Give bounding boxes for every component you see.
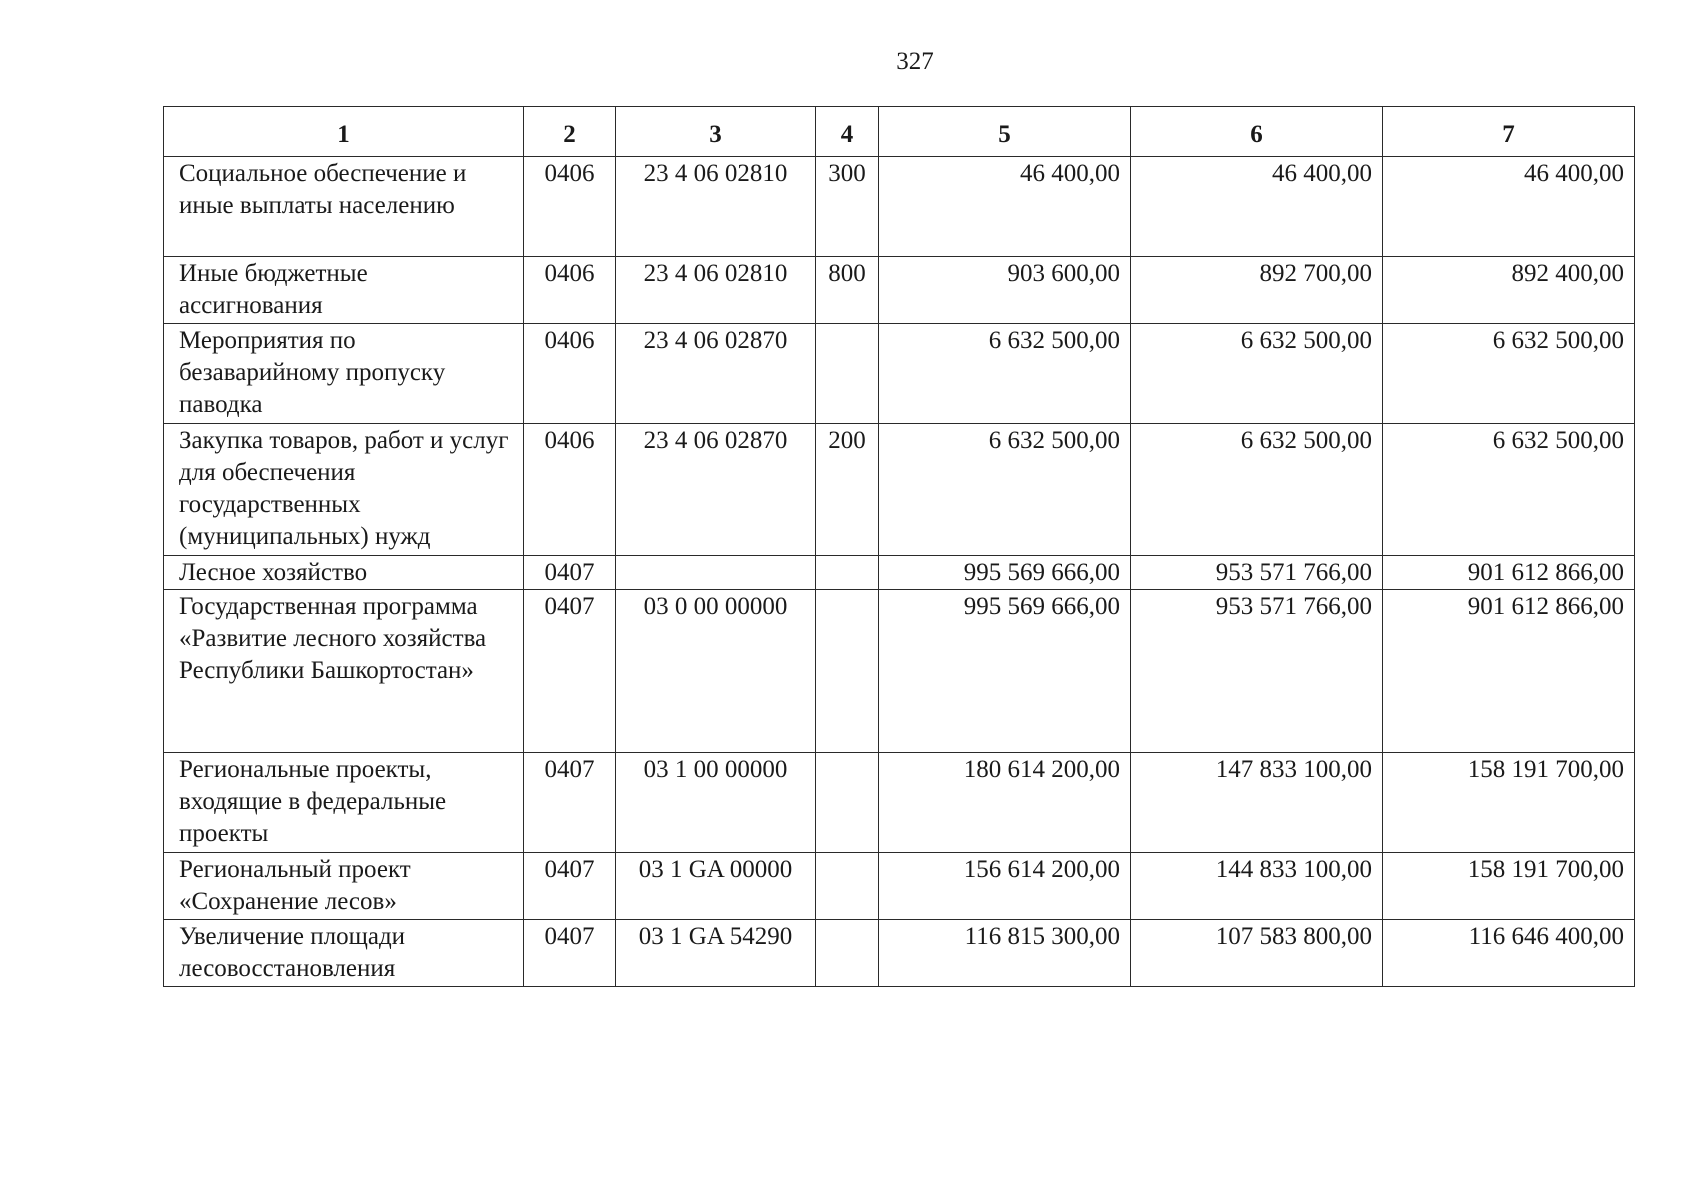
row-name: Мероприятия по безаварийному пропуску паводка [164, 324, 524, 424]
row-name: Государственная программа «Развитие лесного хозяйства Республики Башкортостан» [164, 590, 524, 753]
amount-col-5: 6 632 500,00 [879, 424, 1131, 556]
row-name: Региональный проект «Сохранение лесов» [164, 853, 524, 920]
section-code: 0406 [524, 324, 616, 424]
table-row [164, 424, 1635, 556]
table-row [164, 556, 1635, 590]
table-row [164, 853, 1635, 920]
target-code: 23 4 06 02810 [616, 257, 816, 324]
table-row [164, 324, 1635, 424]
section-code: 0407 [524, 590, 616, 753]
table-row [164, 157, 1635, 257]
section-code: 0407 [524, 556, 616, 590]
amount-col-7: 892 400,00 [1383, 257, 1635, 324]
amount-col-5: 46 400,00 [879, 157, 1131, 257]
expense-type-code: 800 [816, 257, 879, 324]
expense-type-code: 300 [816, 157, 879, 257]
amount-col-7: 6 632 500,00 [1383, 324, 1635, 424]
table-row [164, 920, 1635, 987]
amount-col-6: 6 632 500,00 [1131, 324, 1383, 424]
amount-col-6: 953 571 766,00 [1131, 590, 1383, 753]
section-code: 0406 [524, 157, 616, 257]
target-code: 03 0 00 00000 [616, 590, 816, 753]
amount-col-5: 116 815 300,00 [879, 920, 1131, 987]
row-name: Закупка товаров, работ и услуг для обеспечения государственных (муниципальных) нужд [164, 424, 524, 556]
amount-col-7: 901 612 866,00 [1383, 590, 1635, 753]
expense-type-code: 200 [816, 424, 879, 556]
header-row [164, 107, 1635, 157]
amount-col-7: 158 191 700,00 [1383, 753, 1635, 853]
section-code: 0406 [524, 257, 616, 324]
expense-type-code [816, 556, 879, 590]
amount-col-5: 180 614 200,00 [879, 753, 1131, 853]
column-header-1: 1 [164, 107, 524, 157]
expense-type-code [816, 324, 879, 424]
amount-col-7: 46 400,00 [1383, 157, 1635, 257]
page-number: 327 [896, 48, 934, 75]
expense-type-code [816, 590, 879, 753]
expense-type-code [816, 753, 879, 853]
column-header-4: 4 [816, 107, 879, 157]
amount-col-6: 144 833 100,00 [1131, 853, 1383, 920]
column-header-2: 2 [524, 107, 616, 157]
section-code: 0407 [524, 753, 616, 853]
amount-col-5: 6 632 500,00 [879, 324, 1131, 424]
amount-col-6: 147 833 100,00 [1131, 753, 1383, 853]
column-header-3: 3 [616, 107, 816, 157]
amount-col-6: 953 571 766,00 [1131, 556, 1383, 590]
row-name: Региональные проекты, входящие в федеральные проекты [164, 753, 524, 853]
column-header-6: 6 [1131, 107, 1383, 157]
expense-type-code [816, 853, 879, 920]
section-code: 0407 [524, 920, 616, 987]
section-code: 0407 [524, 853, 616, 920]
amount-col-7: 6 632 500,00 [1383, 424, 1635, 556]
row-name: Увеличение площади лесовосстановления [164, 920, 524, 987]
amount-col-6: 46 400,00 [1131, 157, 1383, 257]
amount-col-6: 107 583 800,00 [1131, 920, 1383, 987]
expense-type-code [816, 920, 879, 987]
row-name: Иные бюджетные ассигнования [164, 257, 524, 324]
target-code: 23 4 06 02870 [616, 324, 816, 424]
column-header-7: 7 [1383, 107, 1635, 157]
table-row [164, 753, 1635, 853]
column-header-5: 5 [879, 107, 1131, 157]
target-code: 03 1 00 00000 [616, 753, 816, 853]
target-code [616, 556, 816, 590]
row-name: Лесное хозяйство [164, 556, 524, 590]
budget-table [163, 106, 1635, 987]
amount-col-7: 158 191 700,00 [1383, 853, 1635, 920]
amount-col-6: 892 700,00 [1131, 257, 1383, 324]
amount-col-6: 6 632 500,00 [1131, 424, 1383, 556]
section-code: 0406 [524, 424, 616, 556]
row-name: Социальное обеспечение и иные выплаты населению [164, 157, 524, 257]
amount-col-5: 903 600,00 [879, 257, 1131, 324]
target-code: 03 1 GA 00000 [616, 853, 816, 920]
amount-col-7: 116 646 400,00 [1383, 920, 1635, 987]
amount-col-7: 901 612 866,00 [1383, 556, 1635, 590]
target-code: 03 1 GA 54290 [616, 920, 816, 987]
amount-col-5: 156 614 200,00 [879, 853, 1131, 920]
table-row [164, 257, 1635, 324]
amount-col-5: 995 569 666,00 [879, 590, 1131, 753]
target-code: 23 4 06 02870 [616, 424, 816, 556]
table-row [164, 590, 1635, 753]
amount-col-5: 995 569 666,00 [879, 556, 1131, 590]
target-code: 23 4 06 02810 [616, 157, 816, 257]
